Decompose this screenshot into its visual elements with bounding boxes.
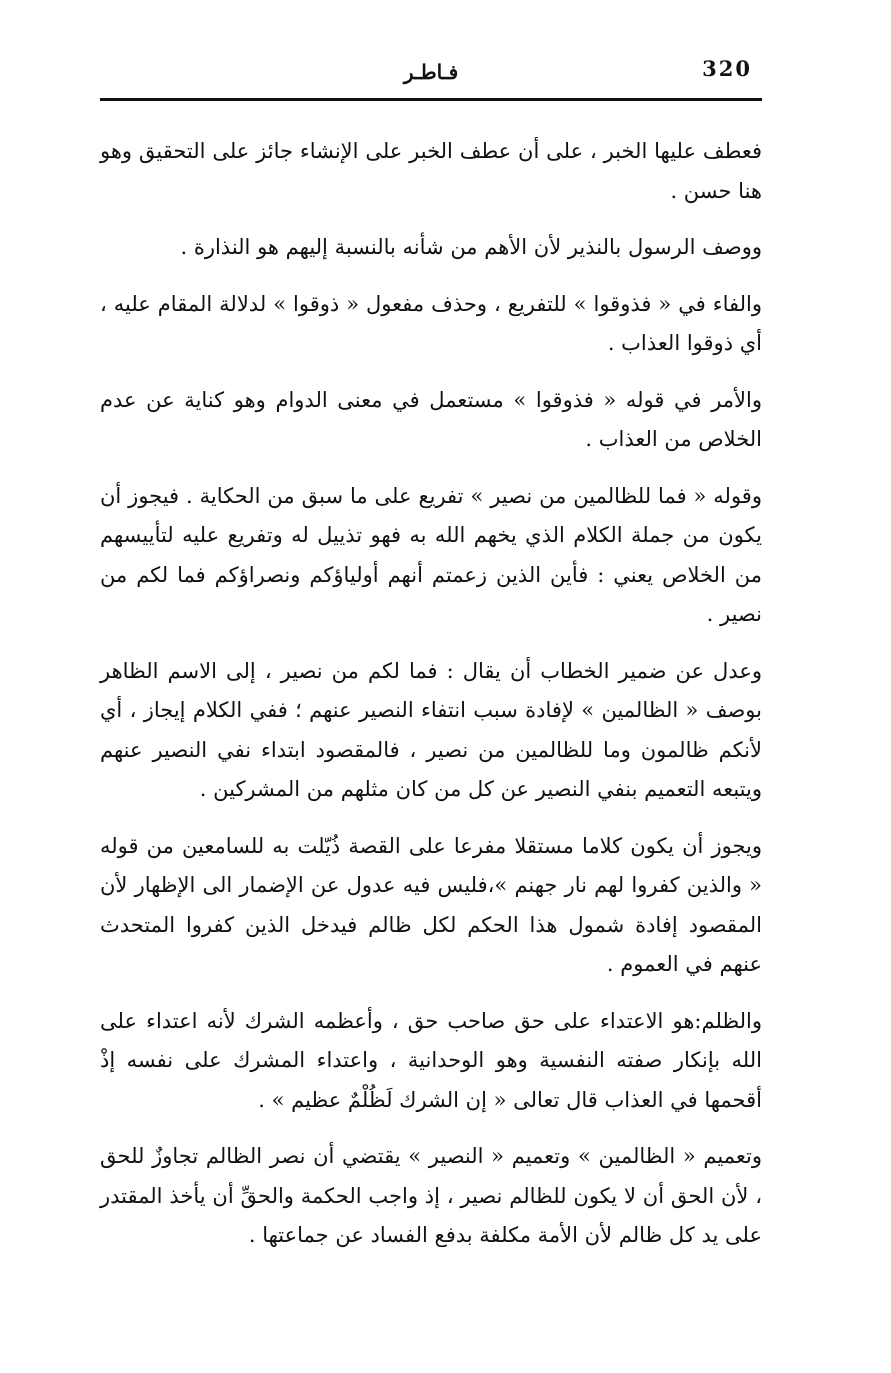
paragraph-2: ووصف الرسول بالنذير لأن الأهم من شأنه بالنسبة إليهم هو النذارة .: [180, 235, 762, 259]
paragraph-5: وقوله « فما للظالمين من نصير » تفريع على ما سبق من الحكاية . فيجوز أن يكون من جملة الكلام الذي يخهم الله به فهو تذييل له وتفريع عليه لتأييسهم من الخلاص يعني : فأين الذين زعمتم أنهم أولياؤكم ونصراؤكم فما لكم من نصير .: [100, 483, 762, 626]
page-number: 320: [702, 56, 752, 81]
running-title: فـاطـر: [403, 60, 459, 84]
page-header: [100, 52, 762, 101]
paragraph-9: وتعميم « الظالمين » وتعميم « النصير » يقتضي أن نصر الظالم تجاوزٌ للحق ، لأن الحق أن لا يكون للظالم نصير ، إذ واجب الحكمة والحقِّ أن يأخذ المقتدر على يد كل ظالم لأن الأمة مكلفة بدفع الفساد عن جماعتها .: [100, 1144, 762, 1247]
body-text: [100, 132, 762, 1273]
paragraph-7: ويجوز أن يكون كلاما مستقلا مفرعا على القصة ذُيّلت به للسامعين من قوله « والذين كفروا لهم نار جهنم »،فليس فيه عدول عن الإضمار الى الإظهار لأن المقصود إفادة شمول هذا الحكم لكل ظالم فيدخل الذين كفروا المتحدث عنهم في العموم .: [100, 833, 762, 976]
paragraph-6: وعدل عن ضمير الخطاب أن يقال : فما لكم من نصير ، إلى الاسم الظاهر بوصف « الظالمين » لإفادة سبب انتفاء النصير عنهم ؛ ففي الكلام إيجاز ، أي لأنكم ظالمون وما للظالمين من نصير ، فالمقصود ابتداء نفي النصير عنهم ويتبعه التعميم بنفي النصير عن كل من كان مثلهم من المشركين .: [100, 658, 762, 801]
paragraph-1: فعطف عليها الخبر ، على أن عطف الخبر على الإنشاء جائز على التحقيق وهو هنا حسن .: [100, 139, 763, 203]
paragraph-3: والفاء في « فذوقوا » للتفريع ، وحذف مفعول « ذوقوا » لدلالة المقام عليه ، أي ذوقوا العذاب .: [100, 291, 762, 355]
paragraph-8: والظلم:هو الاعتداء على حق صاحب حق ، وأعظمه الشرك لأنه اعتداء على الله بإنكار صفته النفسية وهو الوحدانية ، واعتداء المشرك على نفسه إذْ أقحمها في العذاب قال تعالى « إن الشرك لَظُلْمٌ عظيم » .: [100, 1008, 762, 1112]
paragraph-4: والأمر في قوله « فذوقوا » مستعمل في معنى الدوام وهو كناية عن عدم الخلاص من العذاب .: [100, 387, 762, 451]
